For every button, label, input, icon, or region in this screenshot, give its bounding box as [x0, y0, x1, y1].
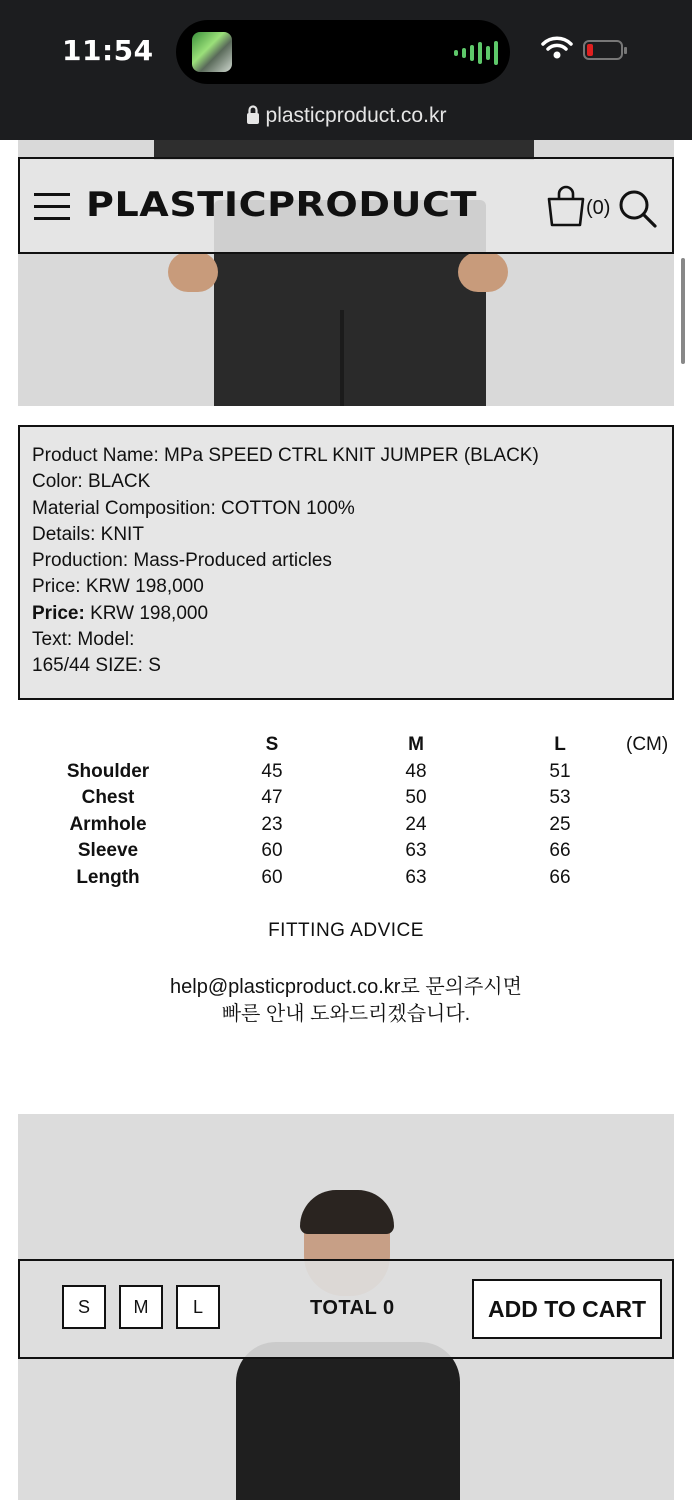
product-info-line — [32, 496, 660, 522]
product-info-label: Material Composition: — [32, 497, 216, 519]
product-info-label: 165/44 SIZE: — [32, 655, 143, 677]
wifi-icon — [541, 36, 573, 60]
measurement-value: 60 — [261, 840, 283, 861]
measurement-name: Shoulder — [66, 760, 150, 782]
measurement-value: 25 — [549, 813, 571, 835]
total-count: TOTAL 0 — [310, 1297, 395, 1319]
product-info-value: KRW 198,000 — [85, 576, 204, 598]
search-icon[interactable] — [618, 189, 658, 229]
measurement-value: 23 — [261, 813, 283, 835]
measurement-value: 48 — [405, 760, 427, 782]
measurement-value: 50 — [405, 787, 427, 808]
product-info-box — [18, 425, 674, 700]
product-info-label: Color: — [32, 471, 83, 493]
product-info-label: Details: — [32, 523, 96, 545]
url-text: plasticproduct.co.kr — [265, 104, 447, 127]
add-to-cart-button[interactable]: ADD TO CART — [472, 1279, 662, 1339]
size-table-row — [0, 867, 692, 893]
product-info-value: Mass-Produced articles — [133, 550, 332, 572]
contact-line-2: 빠른 안내 도와드리겠습니다. — [221, 1003, 471, 1025]
size-column-l: L — [554, 734, 566, 755]
product-info-value: MPa SPEED CTRL KNIT JUMPER (BLACK) — [164, 445, 539, 466]
product-info-line — [32, 653, 660, 679]
product-info-value: Model: — [77, 629, 135, 651]
measurement-value: 53 — [549, 787, 571, 808]
status-time: 11:54 — [62, 34, 154, 67]
product-info-label: Price: — [32, 602, 85, 624]
measurement-name: Sleeve — [77, 840, 139, 861]
contact-line-1: help@plasticproduct.co.kr로 문의주시면 — [170, 976, 522, 998]
menu-icon[interactable] — [34, 193, 70, 221]
product-info-line — [32, 627, 660, 653]
fitting-advice-title: FITTING ADVICE — [268, 920, 424, 941]
measurement-name: Length — [76, 866, 140, 888]
size-table-row — [0, 840, 692, 866]
product-info-value: COTTON 100% — [221, 497, 355, 519]
size-table-row — [0, 761, 692, 787]
address-bar[interactable] — [0, 104, 692, 128]
product-info-list — [32, 443, 660, 680]
product-info-line — [32, 443, 660, 469]
lock-icon — [246, 105, 260, 125]
size-column-s: S — [265, 734, 279, 755]
product-info-label: Product Name: — [32, 445, 159, 466]
size-unit: (CM) — [626, 734, 669, 755]
measurement-value: 51 — [549, 760, 571, 782]
size-option-m[interactable]: M — [119, 1285, 163, 1329]
audio-wave-icon — [454, 38, 498, 68]
product-info-label: Production: — [32, 550, 129, 572]
measurement-value: 47 — [261, 787, 283, 808]
measurement-value: 66 — [549, 866, 571, 888]
size-option-l[interactable]: L — [176, 1285, 220, 1329]
size-table-row — [0, 787, 692, 813]
site-header — [18, 157, 674, 254]
scrollbar[interactable] — [681, 258, 685, 364]
product-info-label: Price: — [32, 576, 81, 598]
product-info-line — [32, 522, 660, 548]
measurement-value: 60 — [261, 866, 283, 888]
product-info-value: S — [148, 655, 161, 677]
measurement-value: 63 — [405, 840, 427, 861]
measurement-value: 45 — [261, 760, 283, 782]
product-info-label: Text: — [32, 629, 73, 651]
now-playing-thumbnail — [192, 32, 232, 72]
size-table-row — [0, 814, 692, 840]
product-info-line — [32, 469, 660, 495]
product-info-value: BLACK — [87, 471, 151, 493]
status-bar — [0, 0, 692, 140]
size-table-header — [0, 734, 692, 760]
product-info-line — [32, 548, 660, 574]
brand-logo[interactable]: PLASTICPRODUCT — [86, 185, 478, 225]
battery-icon — [583, 40, 623, 60]
shopping-bag-icon[interactable] — [546, 185, 586, 227]
measurement-value: 24 — [405, 813, 427, 835]
contact-note — [0, 974, 692, 1028]
measurement-value: 63 — [405, 866, 427, 888]
product-info-value: KNIT — [100, 523, 144, 545]
product-info-value: KRW 198,000 — [90, 602, 209, 624]
size-column-m: M — [408, 734, 424, 755]
product-info-line — [32, 601, 660, 627]
measurement-name: Chest — [81, 787, 135, 808]
size-option-s[interactable]: S — [62, 1285, 106, 1329]
measurement-value: 66 — [549, 840, 571, 861]
measurement-name: Armhole — [69, 813, 147, 835]
product-info-line — [32, 574, 660, 600]
cart-count[interactable]: (0) — [586, 197, 611, 219]
purchase-bar — [18, 1259, 674, 1359]
